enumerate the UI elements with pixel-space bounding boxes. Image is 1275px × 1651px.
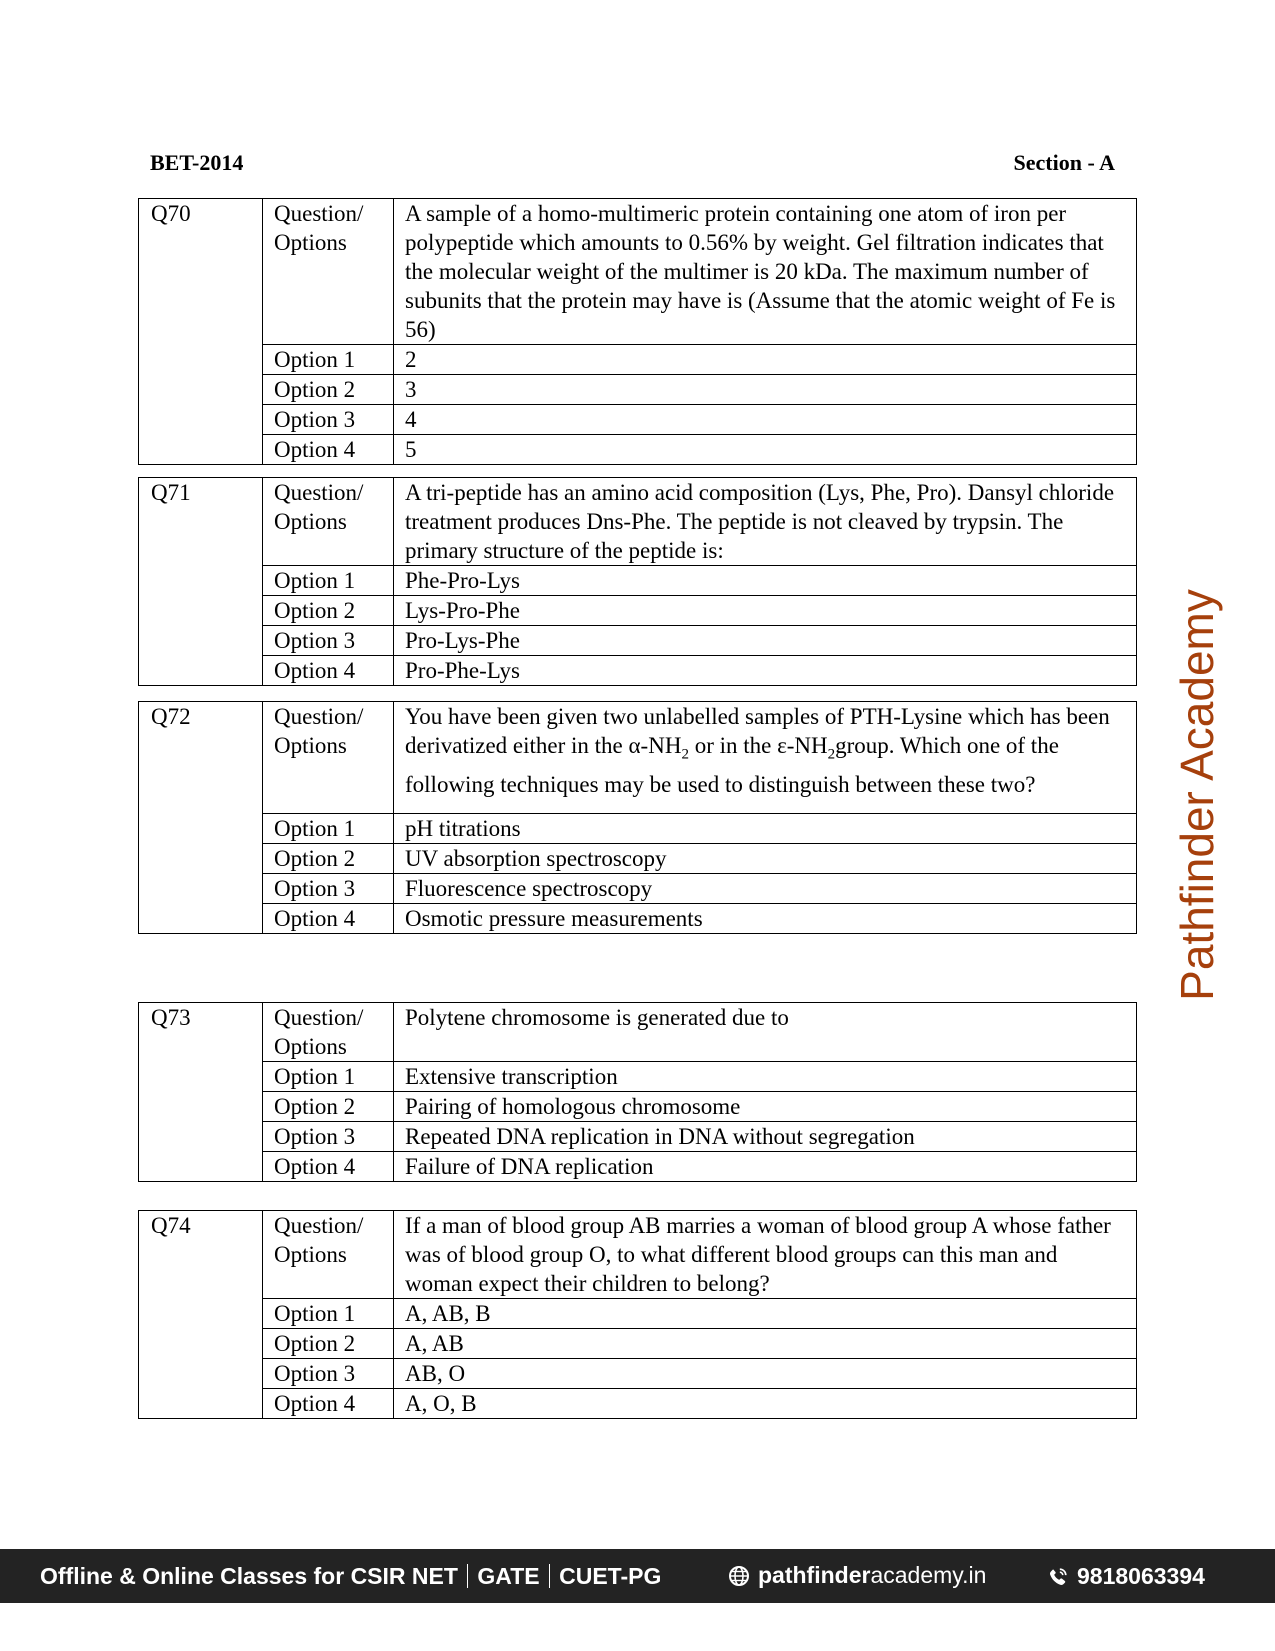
- question-label: Question/ Options: [263, 702, 394, 814]
- exam-title: BET-2014: [150, 150, 244, 175]
- option-value: Lys-Pro-Phe: [394, 596, 1137, 626]
- option-value: 3: [394, 375, 1137, 405]
- footer-class-item: GATE: [477, 1563, 540, 1589]
- page-header: [150, 150, 1115, 176]
- footer-classes: [40, 1563, 661, 1590]
- question-label: Question/ Options: [263, 199, 394, 345]
- option-label: Option 4: [263, 1389, 394, 1419]
- option-value: A, AB, B: [394, 1299, 1137, 1329]
- option-value: AB, O: [394, 1359, 1137, 1389]
- phone-number: 9818063394: [1077, 1563, 1205, 1589]
- footer-website[interactable]: [728, 1562, 986, 1589]
- option-value: Phe-Pro-Lys: [394, 566, 1137, 596]
- option-label: Option 2: [263, 844, 394, 874]
- option-value: Failure of DNA replication: [394, 1152, 1137, 1182]
- option-value: pH titrations: [394, 814, 1137, 844]
- option-value: Fluorescence spectroscopy: [394, 874, 1137, 904]
- question-table: [138, 1002, 1137, 1182]
- option-label: Option 1: [263, 1062, 394, 1092]
- option-label: Option 1: [263, 814, 394, 844]
- option-value: Extensive transcription: [394, 1062, 1137, 1092]
- question-text: A tri-peptide has an amino acid composition (Lys, Phe, Pro). Dansyl chloride treatment produces Dns-Phe. The peptide is not cleaved by trypsin. The primary structure of the peptide is:: [394, 478, 1137, 566]
- option-label: Option 3: [263, 874, 394, 904]
- question-label: Question/ Options: [263, 1211, 394, 1299]
- option-value: Pairing of homologous chromosome: [394, 1092, 1137, 1122]
- question-label: Question/ Options: [263, 1003, 394, 1062]
- option-label: Option 2: [263, 1092, 394, 1122]
- footer-class-item: CUET-PG: [559, 1563, 662, 1589]
- footer-phone[interactable]: [1047, 1563, 1205, 1590]
- question-number: Q74: [139, 1211, 263, 1419]
- option-label: Option 3: [263, 1359, 394, 1389]
- option-label: Option 1: [263, 566, 394, 596]
- option-label: Option 1: [263, 1299, 394, 1329]
- question-text: You have been given two unlabelled samples of PTH-Lysine which has been derivatized either in the $\alpha-NH_2$ or in the $\varepsilon-NH_2group$. Which one of the following techniques may be used to distinguish between these two?: [394, 702, 1137, 814]
- question-table: [138, 477, 1137, 686]
- question-text: Polytene chromosome is generated due to: [394, 1003, 1137, 1062]
- option-value: Pro-Phe-Lys: [394, 656, 1137, 686]
- phone-icon: [1047, 1566, 1069, 1588]
- website-bold: pathfinder: [758, 1562, 871, 1588]
- footer-divider: [467, 1564, 469, 1588]
- option-value: Osmotic pressure measurements: [394, 904, 1137, 934]
- question-number: Q71: [139, 478, 263, 686]
- option-label: Option 1: [263, 345, 394, 375]
- question-number: Q73: [139, 1003, 263, 1182]
- option-label: Option 4: [263, 1152, 394, 1182]
- option-value: Repeated DNA replication in DNA without segregation: [394, 1122, 1137, 1152]
- option-label: Option 4: [263, 656, 394, 686]
- question-table: [138, 198, 1137, 465]
- option-label: Option 2: [263, 375, 394, 405]
- question-number: Q72: [139, 702, 263, 934]
- question-label: Question/ Options: [263, 478, 394, 566]
- option-label: Option 3: [263, 1122, 394, 1152]
- option-label: Option 2: [263, 596, 394, 626]
- option-value: UV absorption spectroscopy: [394, 844, 1137, 874]
- watermark: Pathfinder Academy: [1171, 589, 1223, 1001]
- option-value: A, AB: [394, 1329, 1137, 1359]
- option-label: Option 3: [263, 626, 394, 656]
- question-table: [138, 701, 1137, 934]
- option-label: Option 3: [263, 405, 394, 435]
- option-label: Option 4: [263, 435, 394, 465]
- option-value: 2: [394, 345, 1137, 375]
- section-title: Section - A: [1013, 150, 1115, 175]
- option-value: Pro-Lys-Phe: [394, 626, 1137, 656]
- option-value: A, O, B: [394, 1389, 1137, 1419]
- question-text: A sample of a homo-multimeric protein containing one atom of iron per polypeptide which amounts to 0.56% by weight. Gel filtration indicates that the molecular weight of the multimer is 20 kDa. The maximum number of subunits that the protein may have is (Assume that the atomic weight of Fe is 56): [394, 199, 1137, 345]
- question-number: Q70: [139, 199, 263, 465]
- question-table: [138, 1210, 1137, 1419]
- option-label: Option 4: [263, 904, 394, 934]
- option-value: 5: [394, 435, 1137, 465]
- question-text: If a man of blood group AB marries a woman of blood group A whose father was of blood group O, to what different blood groups can this man and woman expect their children to belong?: [394, 1211, 1137, 1299]
- globe-icon: [728, 1565, 750, 1587]
- option-value: 4: [394, 405, 1137, 435]
- option-label: Option 2: [263, 1329, 394, 1359]
- footer-class-item: Offline & Online Classes for CSIR NET: [40, 1563, 458, 1589]
- website-rest: academy.in: [870, 1562, 987, 1588]
- footer-bar: [0, 1549, 1275, 1603]
- footer-divider: [549, 1564, 551, 1588]
